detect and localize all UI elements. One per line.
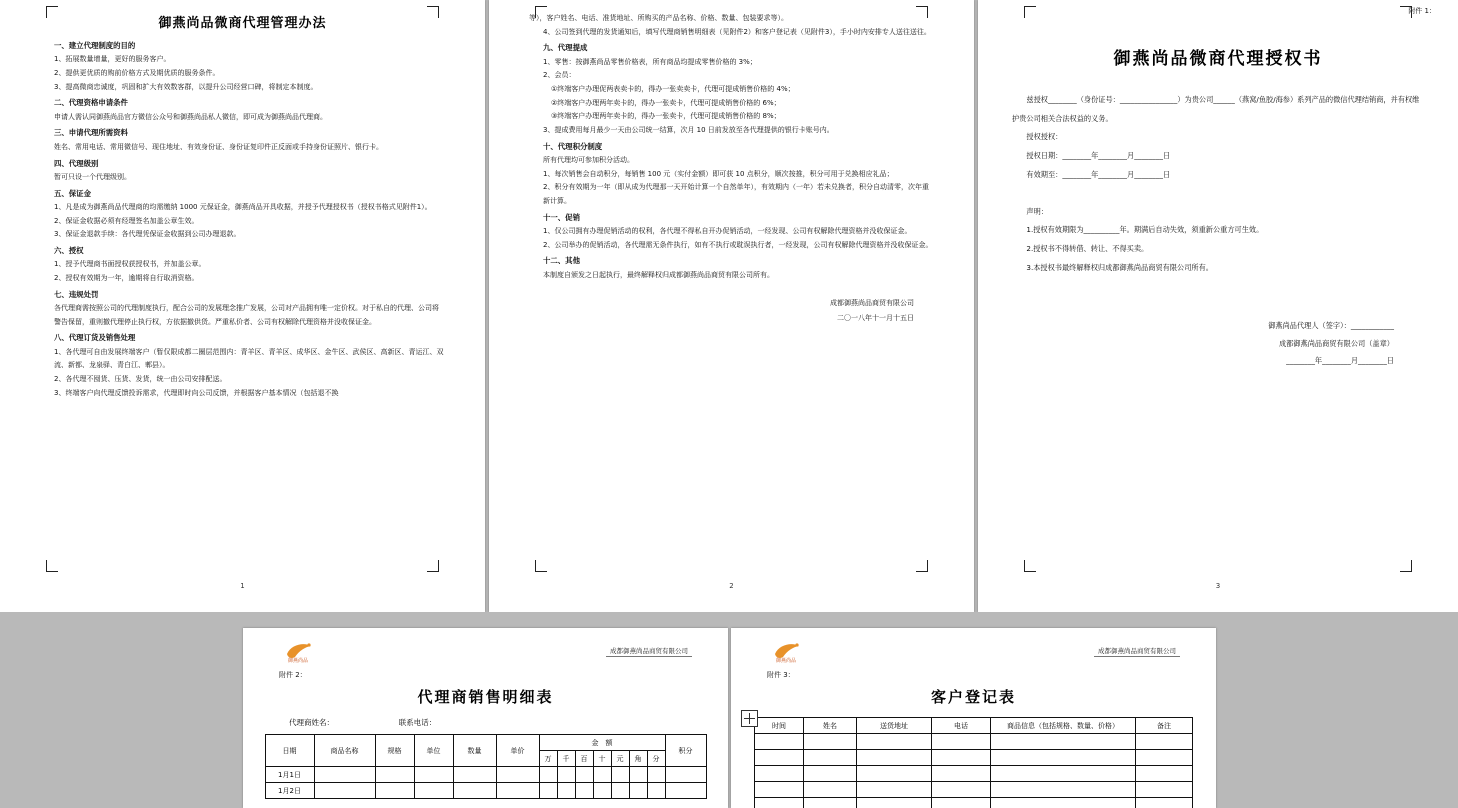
table-row[interactable] [755,766,1193,782]
signature-block [1012,317,1424,369]
cell[interactable] [665,767,706,783]
table-row[interactable] [265,767,706,783]
svg-text:御燕尚品: 御燕尚品 [288,657,308,664]
col-time: 时间 [755,718,804,734]
col-date: 日期 [265,735,314,767]
table-header-row [265,735,706,751]
document-page-3[interactable] [978,0,1458,612]
cell[interactable] [647,767,665,783]
paragraph: 3、提成费用每月最少一天由公司统一结算，次月 10 日前发放至各代理提供的银行卡账号内。 [529,124,934,138]
heading: 五、保证金 [40,187,445,201]
page-title: 客户登记表 [731,686,1216,707]
signature-company: 成都御燕尚品商贸有限公司 [489,296,914,311]
col-bai: 百 [575,751,593,767]
table-header-row [755,718,1193,734]
cell[interactable] [453,767,496,783]
cell[interactable] [857,798,932,808]
cell[interactable] [665,783,706,799]
table-row[interactable] [755,782,1193,798]
cell[interactable] [496,783,539,799]
paragraph: 暂可只设一个代理级别。 [40,171,445,185]
paragraph: 等），客户姓名、电话、准货地址、所购买的产品名称、价格、数量、包装要求等）。 [529,12,934,26]
authorize-date-field: 授权日期：________年________月________日 [1012,147,1424,166]
cell[interactable] [575,783,593,799]
col-name: 姓名 [804,718,857,734]
cell[interactable] [932,766,991,782]
crop-mark [1400,560,1412,572]
cell[interactable] [611,767,629,783]
heading: 四、代理级别 [40,157,445,171]
valid-until-field: 有效期至：________年________月________日 [1012,166,1424,185]
cell[interactable] [557,767,575,783]
cell[interactable] [804,734,857,750]
cell[interactable] [932,750,991,766]
cell[interactable] [991,782,1136,798]
cell[interactable] [991,766,1136,782]
declaration-item: 3.本授权书最终解释权归成都御燕尚品商贸有限公司所有。 [1012,259,1424,278]
paragraph: 1、各代理可自由发展终端客户（暂仅限成都二圈层范围内：青羊区、青羊区、成华区、金牛区、武侯区、高新区、青运江、双流、新都、龙泉驿、青白江、郫县）。 [40,346,445,373]
table-row[interactable] [755,750,1193,766]
col-yuan: 元 [611,751,629,767]
svg-text:御燕尚品: 御燕尚品 [776,657,796,664]
cell[interactable] [414,767,453,783]
paragraph: ③终端客户办理两年卖卡的，得办一张卖卡，代理可提成销售价格的 8%； [529,110,934,124]
crop-mark [46,6,58,18]
crop-mark [427,560,439,572]
col-remark: 备注 [1136,718,1193,734]
agent-signature-line: 御燕尚品代理人（签字）：____________ [1012,317,1394,334]
heading: 七、违规处罚 [40,288,445,302]
crop-mark [916,560,928,572]
cell[interactable] [857,750,932,766]
paragraph: 2、保证金收据必须有经理签名加盖公章生效。 [40,215,445,229]
background-gap [0,612,1458,628]
cell[interactable] [804,782,857,798]
paragraph: 1、仅公司拥有办理促销活动的权利，各代理不得私自开办促销活动，一经发现、公司有权解除代理资格并没收保证金。 [529,225,934,239]
cell[interactable] [755,766,804,782]
company-seal-line: 成都御燕尚品商贸有限公司（盖章） [1012,335,1394,352]
cell[interactable] [629,783,647,799]
cell[interactable] [611,783,629,799]
cell[interactable] [804,766,857,782]
crop-mark [1024,560,1036,572]
attachment-label: 附件 2： [243,664,728,680]
cell[interactable] [932,734,991,750]
heading: 二、代理资格申请条件 [40,96,445,110]
table-row[interactable] [755,734,1193,750]
cell[interactable] [647,783,665,799]
col-address: 送货地址 [857,718,932,734]
paragraph: 1、每次销售会自动积分，每销售 100 元（实付金额）即可获 10 点积分，顺次按推，积分可用于兑换相应礼品； [529,168,934,182]
table-row[interactable] [265,783,706,799]
col-jiao: 角 [629,751,647,767]
cell[interactable] [755,798,804,808]
cell[interactable] [1136,734,1193,750]
page-title: 御燕尚品微商代理管理办法 [0,12,485,31]
agent-name-label: 代理商姓名： [289,717,334,728]
cell[interactable] [314,783,375,799]
col-qian: 千 [557,751,575,767]
paragraph: 2、会员： [529,69,934,83]
cell[interactable] [1136,798,1193,808]
customer-registration-table[interactable] [754,717,1193,808]
paragraph: 兹授权________（身份证号：________________）为贵公司______（燕窝/鱼胶/海参）系列产品的微信代理结销商，并有权维护贵公司相关合法权益的义务。 [1012,91,1424,128]
cell[interactable] [991,734,1136,750]
page-title: 代理商销售明细表 [243,686,728,707]
page-1-body [0,39,485,400]
cell[interactable] [991,750,1136,766]
cell[interactable] [991,798,1136,808]
crop-mark [46,560,58,572]
paragraph: 申请人需认同御燕尚品官方微信公众号和御燕尚品私人微信，即可成为御燕尚品代理商。 [40,111,445,125]
col-price: 单价 [496,735,539,767]
col-wan: 万 [539,751,557,767]
cell[interactable] [593,767,611,783]
cell[interactable] [1136,750,1193,766]
heading: 六、授权 [40,244,445,258]
cell[interactable] [557,783,575,799]
paragraph: 4、公司签到代理的发货通知后，填写代理商销售明细表（见附件2）和客户登记表（见附件3），手小时内安排专人送往送往。 [529,26,934,40]
page-header [243,628,728,664]
paragraph: 所有代理均可参加积分活动。 [529,154,934,168]
cell[interactable] [414,783,453,799]
paragraph: 2、提供更优质的购前价格方式及期优质的服务条件。 [40,67,445,81]
document-page-1[interactable] [0,0,485,612]
cell[interactable] [539,783,557,799]
company-name: 成都御燕尚品商贸有限公司 [606,646,692,657]
paragraph: ②终端客户办理两年卖卡的，得办一张卖卡，代理可提成销售价格的 6%； [529,97,934,111]
brand-logo-icon [767,638,807,664]
page-3-body [978,91,1458,369]
cell[interactable] [932,798,991,808]
cell[interactable] [932,782,991,798]
sales-detail-table[interactable] [265,734,707,799]
page-2-body [489,0,974,282]
paragraph: ①终端客户办理促两表卖卡的，得办一张卖卖卡，代理可提成销售价格的 4%； [529,83,934,97]
cell[interactable] [1136,766,1193,782]
cell[interactable] [804,750,857,766]
paragraph: 2、积分有效期为一年（即从成为代理那一天开始计算一个自然单年），有效期内（一年）若未兑换者，积分自动清零，次年重新计算。 [529,181,934,208]
cell[interactable] [375,783,414,799]
paragraph: 姓名、常用电话、常用微信号、现住地址、有效身份证、身份证复印件正反面或手持身份证照片、银行卡。 [40,141,445,155]
crop-mark [1024,6,1036,18]
cell[interactable] [755,782,804,798]
page-number: 2 [489,582,974,590]
cell[interactable] [755,734,804,750]
phone-label: 联系电话： [399,717,437,728]
brand-logo-icon [279,638,319,664]
cell[interactable] [755,750,804,766]
document-page-4[interactable] [243,628,728,808]
cell[interactable] [539,767,557,783]
cell-date[interactable]: 1月1日 [265,767,314,783]
paragraph: 1、凡是成为御燕尚品代理商的均需缴纳 1000 元保证金，御燕尚品开具收据，并授予代理授权书（授权书格式见附件1）。 [40,201,445,215]
col-spec: 规格 [375,735,414,767]
cell[interactable] [1136,782,1193,798]
heading: 十一、促销 [529,211,934,225]
col-product-info: 商品信息（包括规格、数量、价格） [991,718,1136,734]
col-shi: 十 [593,751,611,767]
paragraph: 1、授予代理商书面授权获授权书，并加盖公章。 [40,258,445,272]
declaration-title: 声明： [1012,203,1424,222]
paragraph: 2、授权有效期为一年，逾期将自行取消资格。 [40,272,445,286]
cell[interactable] [314,767,375,783]
cell[interactable] [857,766,932,782]
attachment-label: 附件 3： [731,664,1216,680]
signature-block [489,296,974,325]
paragraph: 各代理商需按照公司的代理制度执行，配合公司的发展理念推广发展，公司对产品拥有唯一定价权。对于私自的代理、公司将警告保留，重则撤代理停止执行权，方依据撤供货。严重私价者、公司有权解除代理资格并没收保证金。 [40,302,445,329]
cell[interactable] [375,767,414,783]
paragraph: 授权授权： [1012,128,1424,147]
table-row[interactable] [755,798,1193,808]
heading: 十、代理积分制度 [529,140,934,154]
paragraph: 2、各代理不囤货、压货、发货，统一由公司安排配送。 [40,373,445,387]
page-header [731,628,1216,664]
attachment-label: 附件 1： [978,0,1458,16]
paragraph: 1、拓展数量增量，更好的服务客户。 [40,53,445,67]
document-page-5[interactable] [731,628,1216,808]
signature-date: 二〇一八年十一月十五日 [489,311,914,326]
crop-mark [427,6,439,18]
declaration-item: 1.授权有效期限为__________年。期满后自动失效，须重新公重方可生效。 [1012,221,1424,240]
cell[interactable] [804,798,857,808]
paragraph: 1、零售：按御燕尚品零售价格表，所有商品均提成零售价格的 3%； [529,56,934,70]
paragraph: 3、提高微商忠诚度，巩固和扩大有效数客群，以提升公司经营口碑，将制定本制度。 [40,81,445,95]
col-fen: 分 [647,751,665,767]
heading: 三、申请代理所需资料 [40,126,445,140]
col-product: 商品名称 [314,735,375,767]
heading: 一、建立代理制度的目的 [40,39,445,53]
paragraph: 2、公司举办的促销活动，各代理需无条件执行，如有不执行或耽误执行者，一经发现，公司有权解除代理资格并没收保证金。 [529,239,934,253]
heading: 九、代理提成 [529,41,934,55]
cell-date[interactable]: 1月2日 [265,783,314,799]
page-number: 1 [0,582,485,590]
heading: 八、代理订货及销售处理 [40,331,445,345]
cell[interactable] [575,767,593,783]
col-amount: 金 额 [539,735,665,751]
cell[interactable] [629,767,647,783]
col-points: 积分 [665,735,706,767]
paragraph: 3、保证金退款手续：各代理凭保证金收据到公司办理退款。 [40,228,445,242]
crop-mark [916,6,928,18]
page-number: 3 [978,582,1458,590]
page-title: 御燕尚品微商代理授权书 [978,44,1458,69]
paragraph: 本制度自颁发之日起执行，最终解释权归成都御燕尚品商贸有限公司所有。 [529,269,934,283]
heading: 十二、其他 [529,254,934,268]
paragraph: 3、终端客户向代理反馈投诉需求，代理即时向公司反馈，并根据客户基本情况（包括退不换 [40,387,445,401]
table-move-handle-icon[interactable] [741,710,758,727]
crop-mark [1400,6,1412,18]
cell[interactable] [857,782,932,798]
crop-mark [535,6,547,18]
declaration-item: 2.授权书不得转借、转让、不得买卖。 [1012,240,1424,259]
form-meta [243,717,728,728]
col-unit: 单位 [414,735,453,767]
col-phone: 电话 [932,718,991,734]
cell[interactable] [496,767,539,783]
cell[interactable] [857,734,932,750]
signature-date: ________年________月________日 [1012,352,1394,369]
col-qty: 数量 [453,735,496,767]
company-name: 成都御燕尚品商贸有限公司 [1094,646,1180,657]
cell[interactable] [453,783,496,799]
document-page-2[interactable] [489,0,974,612]
cell[interactable] [593,783,611,799]
crop-mark [535,560,547,572]
